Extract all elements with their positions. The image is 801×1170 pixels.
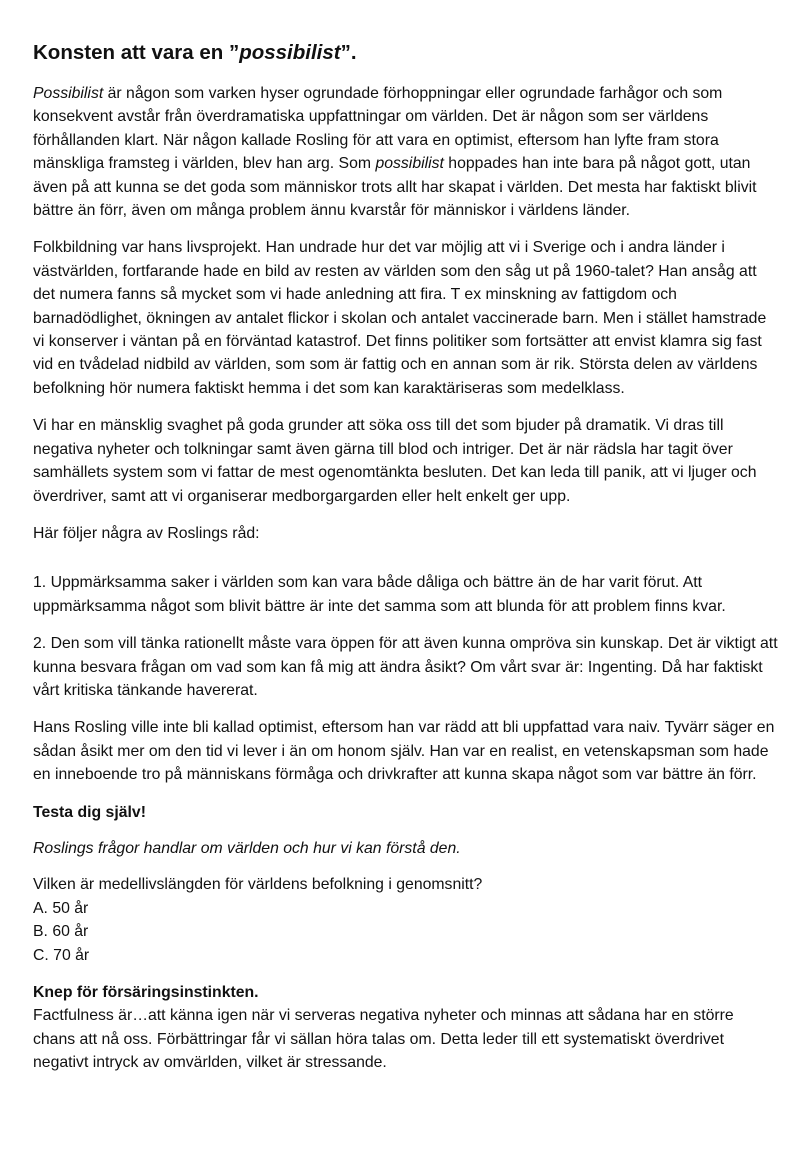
quiz-intro: Roslings frågor handlar om världen och hur vi kan förstå den. xyxy=(33,839,461,857)
document-page xyxy=(33,40,778,1089)
paragraph-rad-intro: Här följer några av Roslings råd: xyxy=(33,524,260,542)
quiz-option-b: B. 60 år xyxy=(33,923,89,941)
paragraph-folkbildning: Folkbildning var hans livsprojekt. Han undrade hur det var möjlig att vi i Sverige och i andra länder i västvärlden, fortfarande hade en bild av resten av världen som den såg ut på 1960-talet? Han ansåg att det numera fanns så mycket som vi hade anledning att fira. T ex minskning av fattigdom och barnadödlighet, ökningen av antalet flickor i skolan och antalet vaccinerade barn. Men i stället hamstrade vi konserver i väntan på en förväntad katastrof. Det finns politiker som fortsätter att envist klamra sig fast vid en tvådelad nidbild av världen, som som är fattig och en annan som är rik. Största delen av världens befolkning hör numera faktiskt hemma i det som kan karaktäriseras som medelklass. xyxy=(33,239,767,397)
title-emphasis: possibilist xyxy=(239,41,341,64)
paragraph-lead-emphasis: Possibilist xyxy=(33,85,104,102)
document-title xyxy=(33,40,778,66)
quiz-option-c: C. 70 år xyxy=(33,946,90,964)
quiz-question: Vilken är medellivslängden för världens befolkning i genomsnitt? xyxy=(33,876,483,894)
paragraph-text: är någon som varken hyser ogrundade förhoppningar eller ogrundade farhågor och som konsekvent avstår från överdramatiska uppfattningar om världen. Det är någon som ser världens förhållanden klart. När någon kallade Rosling för att vara en optimist, eftersom han lyfte fram stora mänskliga framsteg i världen, blev han arg. Som xyxy=(33,85,723,173)
quiz-heading: Testa dig själv! xyxy=(33,803,146,821)
paragraph-rad-1: 1. Uppmärksamma saker i världen som kan vara både dåliga och bättre än de har varit förut. Att uppmärksamma något som blivit bättre är inte det samma som att blunda för att problem finns kvar. xyxy=(33,574,726,615)
knep-section xyxy=(33,981,778,1075)
paragraph-text: hoppades han inte bara på något gott, utan även på att kunna se det goda som människor trots allt har skapat i världen. Det mesta har faktiskt blivit bättre än förr, även om många problem ännu kvarstår för människor i världens länder. xyxy=(33,155,757,220)
paragraph-rad-2: 2. Den som vill tänka rationellt måste vara öppen för att även kunna ompröva sin kunskap. Det är viktigt att kunna besvara frågan om vad som kan få mig att ändra åsikt? Om vårt svar är: Ingenting. Då har faktiskt vårt kritiska tänkande havererat. xyxy=(33,635,778,699)
title-prefix: Konsten att vara en ” xyxy=(33,41,240,64)
paragraph-realist: Hans Rosling ville inte bli kallad optimist, eftersom han var rädd att bli uppfattad vara naiv. Tyvärr säger en sådan åsikt mer om den tid vi lever i än om honom själv. Han var en realist, en vetenskapsman som hade en inneboende tro på människans förmåga och drivkrafter att kunna skapa något som var bättre än förr. xyxy=(33,719,775,784)
paragraph-possibilist xyxy=(33,82,778,222)
knep-body: Factfulness är…att känna igen när vi serveras negativa nyheter och minnas att sådana har en större chans att nå oss. Förbättringar får vi sällan höra talas om. Detta leder till ett systematiskt överdrivet negativt intryck av omvärlden, vilket är stressande. xyxy=(33,1007,734,1072)
title-suffix: ”. xyxy=(340,41,357,64)
knep-heading: Knep för försäringsinstinkten. xyxy=(33,984,259,1001)
quiz-option-a: A. 50 år xyxy=(33,899,89,917)
paragraph-mid-emphasis: possibilist xyxy=(375,155,444,173)
paragraph-svaghet: Vi har en mänsklig svaghet på goda grunder att söka oss till det som bjuder på dramatik. Vi dras till negativa nyheter och tolkningar samt även gärna till blod och intriger. Det är när rädsla har tagit över samhällets system som vi fattar de mest ogenomtänkta besluten. Det kan leda till panik, att vi ljuger och överdriver, samt att vi organiserar medborgargarden eller helt enkelt ger upp. xyxy=(33,417,757,505)
quiz-question-block xyxy=(33,873,778,967)
